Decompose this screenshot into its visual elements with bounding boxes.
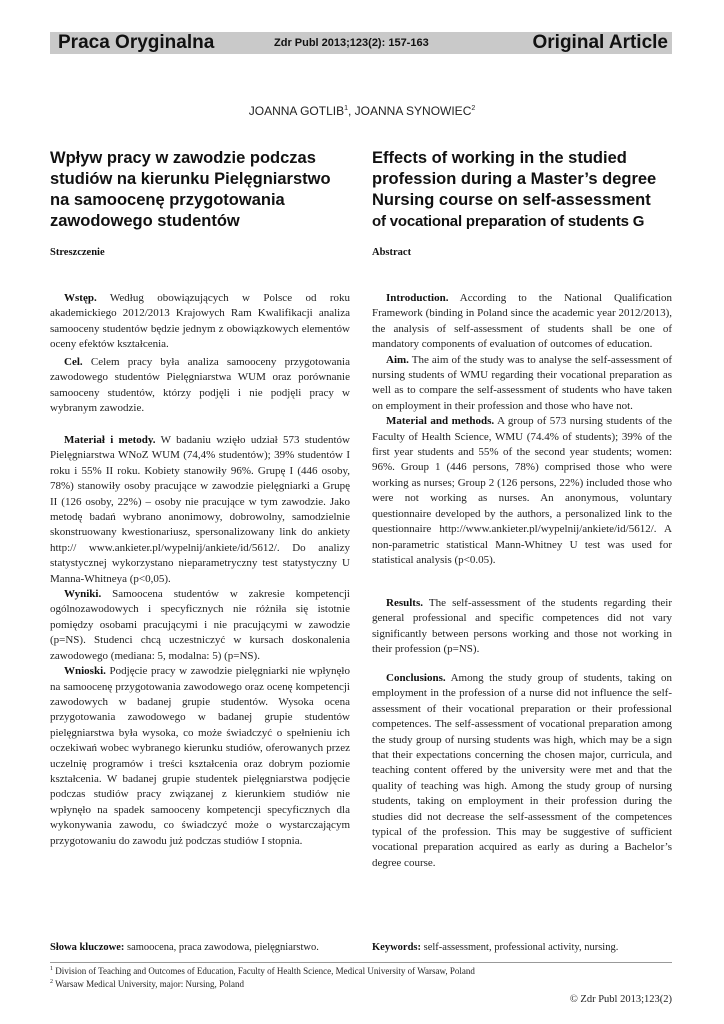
header-pages: 157-163 <box>388 37 429 49</box>
header-section-en: Original Article <box>532 32 668 53</box>
header-citation-prefix: Zdr Publ 2013;123(2): <box>274 37 389 49</box>
aim-text: The aim of the study was to analyse the self-assessment of nursing students of WMU regarding their vocational preparation as well as to compare the self-assessment of students who have taken on employment in their profession and those who have not. <box>372 353 672 412</box>
footnote-1 <box>50 966 475 976</box>
footnote-2 <box>50 979 244 989</box>
title-polish: Wpływ pracy w zawodzie podczas studiów na kierunku Pielęgniarstwo na samoocenę przygotowania zawodowego studentów <box>50 149 331 230</box>
introduction-text: According to the National Qualification Framework (binding in Poland since the academic year 2012/2013), the analysis of self-assessment of students shall be one of mandatory components of evaluation of outcomes of education. <box>372 292 672 351</box>
footnote-1-marker: 1 <box>50 966 53 972</box>
introduction-label: Introduction. <box>386 292 449 304</box>
author-1-affiliation: 1 <box>344 105 348 112</box>
wnioski-label: Wnioski. <box>64 665 106 678</box>
wnioski-text: Podjęcie pracy w zawodzie pielęgniarki nie wpłynęło na samoocenę przygotowania zawodowego oraz ocenę kompetencji zawodowych w badanej grupie studentów. Wysoka ocena przygotowania zawodowego w badanej grupie studentów pielęgniarstwa była wysoka, co może świadczyć o spełnieniu ich oczekiwań wobec wybranego kierunku studiów, oferowanych przez uczelnię programów i treści kształcenia oraz dobrym poziomie kształcenia. W badanej grupie studentek pielęgniarstwa podjęcie podczas studiów pracy związanej z kierunkiem studiów nie wpłynęło na spadek samooceny kompetencji specyficznych dla wykonywania zawodu, co świadczyć może o wystarczającym przygotowaniu do zawodu już podczas studiów I stopnia. <box>50 665 350 847</box>
title-english-main: Effects of working in the studied profession during a Master’s degree Nursing course on self-assessment <box>372 149 657 209</box>
wyniki-text: Samoocena studentów w zakresie kompetencji ogólnozawodowych i specyficznych nie różniła się istotnie pomiędzy osobami pracującymi i nie pracującymi w zawodzie (p=NS). Studenci chcą uczestniczyć w kursach doskonalenia zawodowego (mediana: 5, modalna: 5) (p=NS). <box>50 588 350 662</box>
keywords-english <box>372 942 618 953</box>
wstep-text: Według obowiązujących w Polsce od roku akademickiego 2012/2013 Krajowych Ram Kwalifikacji analiza samooceny studentów będzie jednym z obowiązkowych elementów oceny efektów kształcenia. <box>50 292 350 351</box>
abstract-results <box>372 596 672 658</box>
title-english <box>372 148 672 232</box>
streszczenie-body <box>50 433 350 849</box>
wstep-label: Wstęp. <box>64 292 97 304</box>
footnote-2-text: Warsaw Medical University, major: Nursing, Poland <box>53 979 244 989</box>
material-en-label: Material and methods. <box>386 415 495 428</box>
journal-header-bar <box>50 32 672 54</box>
author-2-affiliation: 2 <box>471 105 476 112</box>
footnote-1-text: Division of Teaching and Outcomes of Education, Faculty of Health Science, Medical University of Warsaw, Poland <box>53 966 475 976</box>
abstract-intro-block <box>372 291 672 568</box>
footnote-2-marker: 2 <box>50 979 53 985</box>
header-citation <box>274 32 429 54</box>
author-separator: , <box>348 104 355 118</box>
keywords-pl-text: samoocena, praca zawodowa, pielęgniarstwo. <box>124 942 319 953</box>
keywords-polish <box>50 942 319 953</box>
results-text: The self-assessment of the students regarding their general professional and specific competences did not vary significantly between persons working and those not working in their profession (p=NS). <box>372 597 672 656</box>
abstract-heading: Abstract <box>372 247 412 258</box>
conclusions-text: Among the study group of students, taking on employment in the profession of a nurse did not influence the self-assessment of their vocational preparation or their professional competences. The self-assessment of vocational preparation among the study group of nursing students was high, which may be a sign that their expectations concerning the chosen major, curricula, and teaching content offered by the university were met and that the quality of teaching was high. Among the study group of nursing students, taking on employment in their profession during the studies did not decrease the self-assessment of the competences typical of the profession. This may be suggestive of sufficient vocational preparation acquired as early as during a Bachelor’s degree course. <box>372 672 672 869</box>
footnote-divider <box>50 962 672 963</box>
header-section-pl: Praca Oryginalna <box>58 32 215 53</box>
material-pl-text: W badaniu wzięło udział 573 studentów Pielęgniarstwa WNoZ WUM (74,4% studentów); 39% studentów I roku i 55% II roku. Kobiety stanowiły 96%. Grupę I (446 osoby, 78%) stanowiły osoby pracujące w zawodzie pielęgniarki a Grupę II (126 osoby, 22%) – osoby nie pracujące w tym zawodzie. Jako metodę badań wybrano anonimowy, dobrowolny, samodzielnie skonstruowany kwestionariusz, spersonalizowany link do ankiety http:// www.ankieter.pl/wypelnij/ankiete/id/5612/. Do analizy statystycznej wykorzystano nieparametryczny test statystyczny U Manna-Whitneya (p<0,05). <box>50 434 350 585</box>
material-en-text: A group of 573 nursing students of the Faculty of Health Science, WMU (74.4% of students); 39% of the first year students and 55% of the second year students; women: 96%. Group 1 (446 persons, 78%) comprised those who were working as nurses; Group 2 (126 persons, 22%) included those who were not working as nurses. An anonymous, voluntary questionnaire developed by the authors, a personalized link to the questionnaire http://www.ankieter.pl/wypelnij/ankiete/id/5612/. A non-parametric statistical Mann-Whitney U test was used for statistical analysis (p<0.05). <box>372 415 672 566</box>
author-1: JOANNA GOTLIB <box>248 104 345 118</box>
results-label: Results. <box>386 597 423 609</box>
copyright-notice: © Zdr Publ 2013;123(2) <box>569 994 672 1005</box>
author-line <box>0 104 724 118</box>
cel-text: Celem pracy była analiza samooceny przygotowania zawodowego studentów Pielęgniarstwa WUM oraz porównanie samooceny studentów, którzy podjęli i nie podjęli pracy w wybranym zawodzie. <box>50 356 350 415</box>
title-english-last-line: of vocational preparation of students G <box>372 213 645 230</box>
keywords-en-text: self-assessment, professional activity, nursing. <box>421 942 619 953</box>
streszczenie-wstep <box>50 291 350 353</box>
cel-label: Cel. <box>64 356 83 368</box>
aim-label: Aim. <box>386 353 409 366</box>
streszczenie-cel <box>50 355 350 417</box>
conclusions-label: Conclusions. <box>386 672 446 684</box>
wyniki-label: Wyniki. <box>64 588 102 601</box>
streszczenie-heading: Streszczenie <box>50 247 105 258</box>
keywords-pl-label: Słowa kluczowe: <box>50 942 125 953</box>
abstract-conclusions <box>372 671 672 871</box>
material-pl-label: Materiał i metody. <box>64 434 156 446</box>
author-2: JOANNA SYNOWIEC <box>354 104 472 118</box>
keywords-en-label: Keywords: <box>372 942 421 953</box>
